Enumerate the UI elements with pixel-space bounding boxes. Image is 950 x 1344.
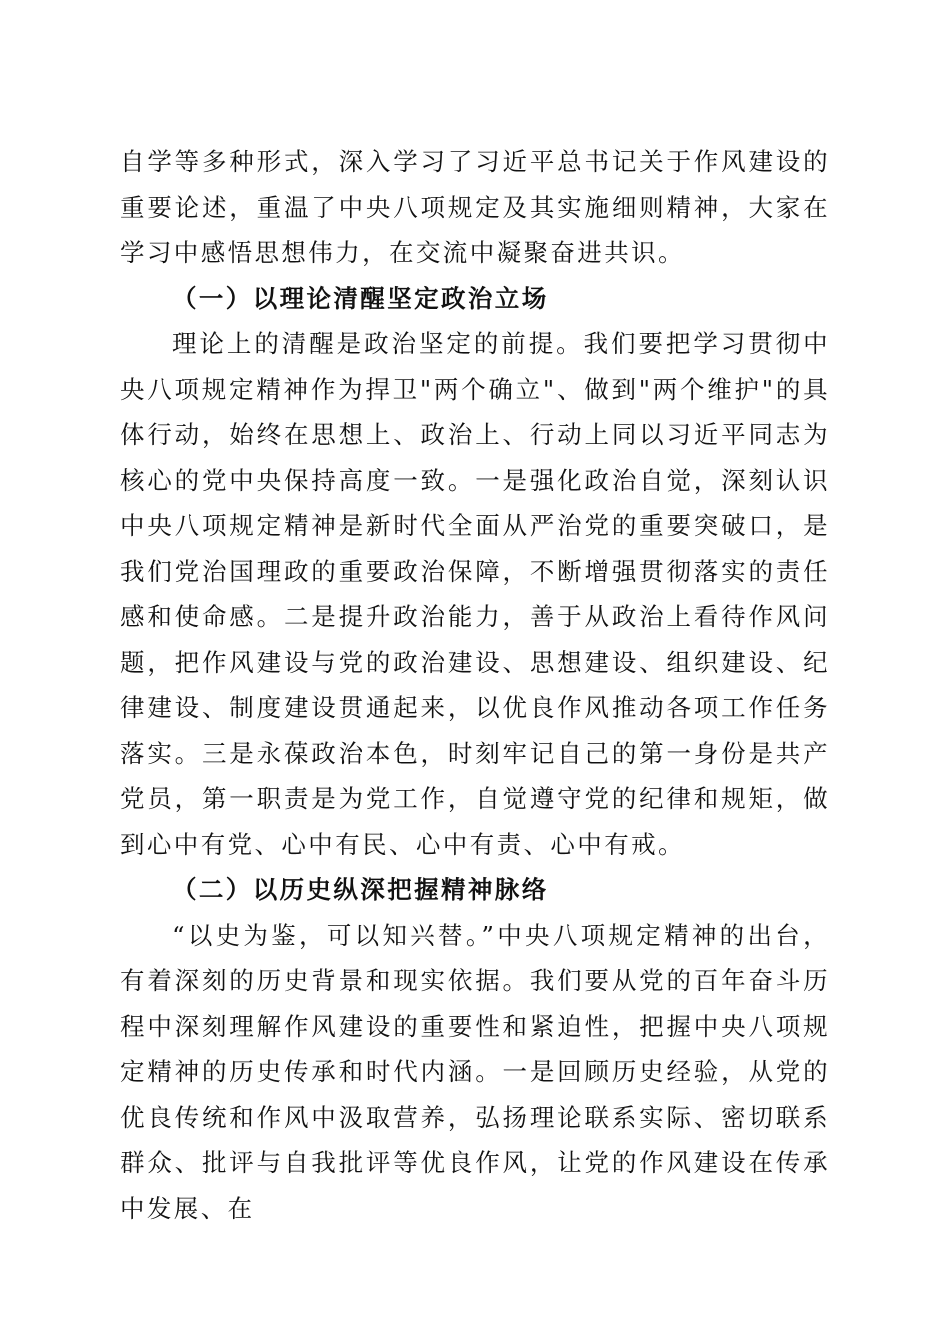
document-body — [120, 139, 830, 1231]
paragraph-history: “以史为鉴，可以知兴替。”中央八项规定精神的出台，有着深刻的历史背景和现实依据。我们要从党的百年奋斗历程中深刻理解作风建设的重要性和紧迫性，把握中央八项规定精神的历史传承和时代内涵。一是回顾历史经验，从党的优良传统和作风中汲取营养，弘扬理论联系实际、密切联系群众、批评与自我批评等优良作风，让党的作风建设在传承中发展、在 — [120, 920, 830, 1223]
paragraph-continued-intro: 自学等多种形式，深入学习了习近平总书记关于作风建设的重要论述，重温了中央八项规定及其实施细则精神，大家在学习中感悟思想伟力，在交流中凝聚奋进共识。 — [120, 147, 830, 267]
paragraph-theory: 理论上的清醒是政治坚定的前提。我们要把学习贯彻中央八项规定精神作为捍卫"两个确立"、做到"两个维护"的具体行动，始终在思想上、政治上、行动上同以习近平同志为核心的党中央保持高度一致。一是强化政治自觉，深刻认识中央八项规定精神是新时代全面从严治党的重要突破口，是我们党治国理政的重要政治保障，不断增强贯彻落实的责任感和使命感。二是提升政治能力，善于从政治上看待作风问题，把作风建设与党的政治建设、思想建设、组织建设、纪律建设、制度建设贯通起来，以优良作风推动各项工作任务落实。三是永葆政治本色，时刻牢记自己的第一身份是共产党员，第一职责是为党工作，自觉遵守党的纪律和规矩，做到心中有党、心中有民、心中有责、心中有戒。 — [120, 329, 830, 859]
section-heading-1: （一）以理论清醒坚定政治立场 — [172, 283, 549, 313]
section-heading-2: （二）以历史纵深把握精神脉络 — [172, 875, 549, 904]
